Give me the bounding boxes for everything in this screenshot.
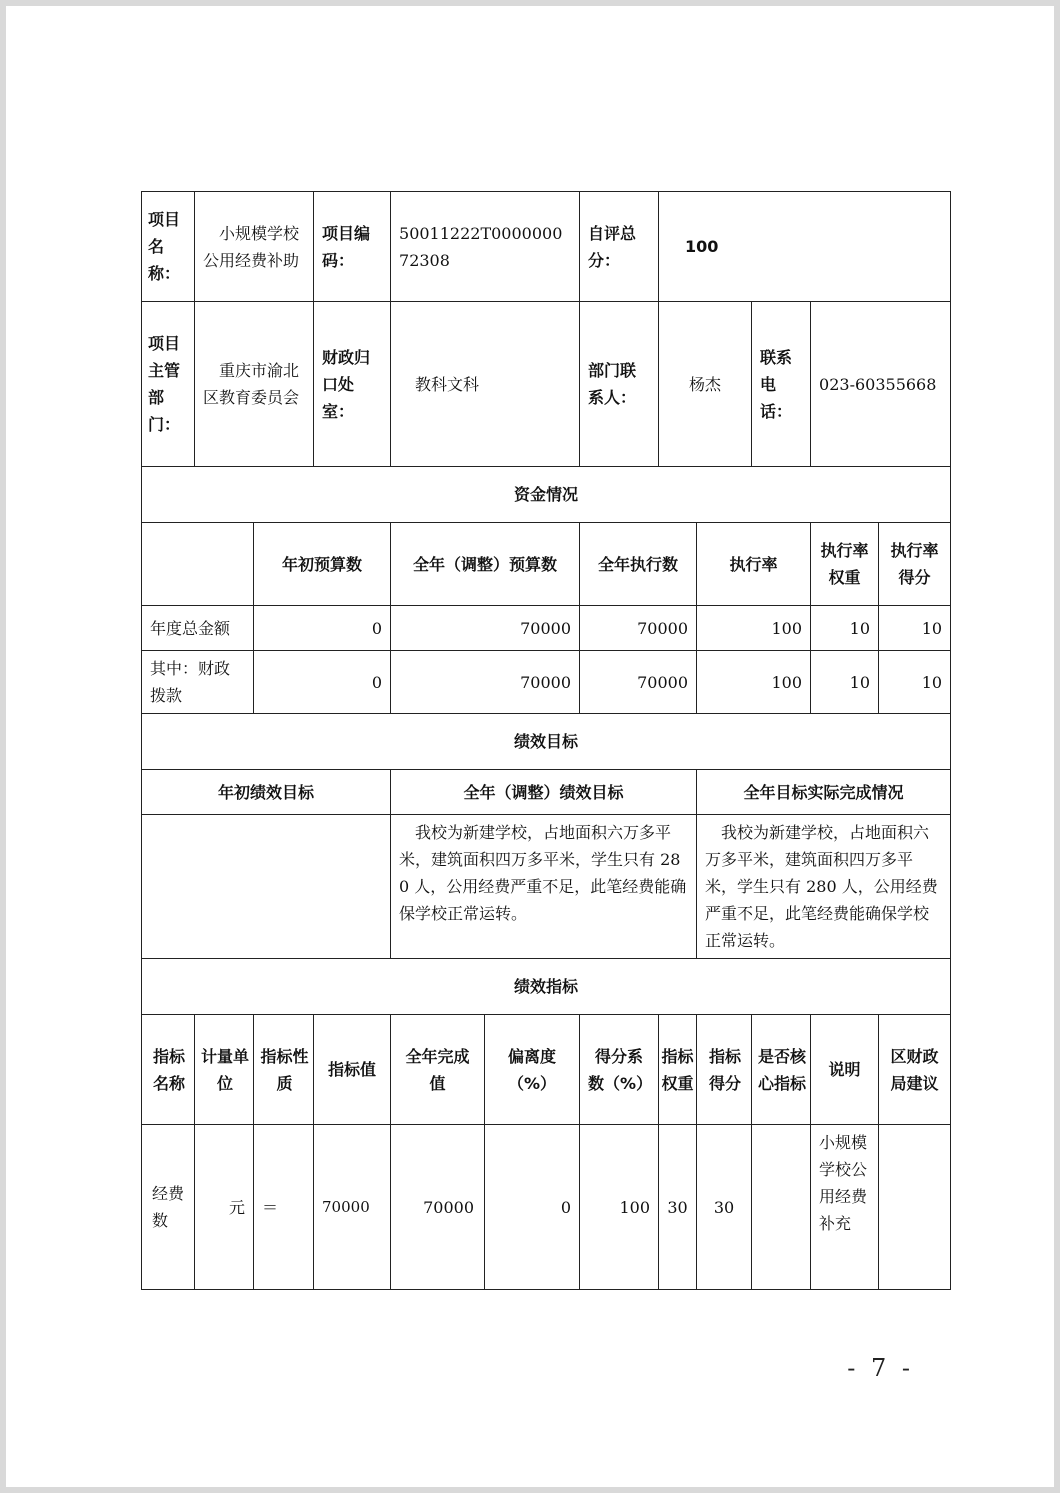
ind-actual: 70000 (391, 1125, 485, 1290)
ind-deviation: 0 (485, 1125, 580, 1290)
ind-col-coefficient: 得分系数（%） (580, 1015, 659, 1125)
funds-row-label: 其中：财政拨款 (142, 651, 254, 714)
ind-core (752, 1125, 811, 1290)
funds-cell: 70000 (391, 606, 580, 651)
ind-col-actual: 全年完成值 (391, 1015, 485, 1125)
project-code-value: 50011222T000000072308 (391, 192, 580, 302)
funds-cell: 10 (879, 651, 951, 714)
funds-col-executed: 全年执行数 (580, 523, 697, 606)
ind-col-deviation: 偏离度（%） (485, 1015, 580, 1125)
indicators-section-row (142, 959, 951, 1015)
funds-header-blank (142, 523, 254, 606)
ind-unit: 元 (195, 1125, 254, 1290)
funds-header-row (142, 523, 951, 606)
ind-nature: ＝ (254, 1125, 314, 1290)
goals-col-adjusted: 全年（调整）绩效目标 (391, 770, 697, 815)
self-score-value: 100 (659, 192, 951, 302)
phone-label: 联系电话： (752, 302, 811, 467)
funds-total-row (142, 606, 951, 651)
funds-cell: 0 (254, 606, 391, 651)
funds-cell: 70000 (580, 651, 697, 714)
goals-initial-text (142, 815, 391, 959)
ind-col-score: 指标得分 (697, 1015, 752, 1125)
ind-advice (879, 1125, 951, 1290)
ind-col-nature: 指标性质 (254, 1015, 314, 1125)
indicators-section-title: 绩效指标 (142, 959, 951, 1015)
ind-note: 小规模学校公用经费补充 (811, 1125, 879, 1290)
performance-self-evaluation-table (141, 191, 951, 1290)
department-label: 项目主管部门： (142, 302, 195, 467)
self-score-label: 自评总分： (580, 192, 659, 302)
funds-cell: 10 (879, 606, 951, 651)
ind-col-core: 是否核心指标 (752, 1015, 811, 1125)
goals-adjusted-text: 我校为新建学校，占地面积六万多平米，建筑面积四万多平米，学生只有 280 人，公用经费严重不足，此笔经费能确保学校正常运转。 (391, 815, 697, 959)
goals-content-row (142, 815, 951, 959)
goals-section-title: 绩效目标 (142, 714, 951, 770)
funds-fiscal-row (142, 651, 951, 714)
ind-col-unit: 计量单位 (195, 1015, 254, 1125)
goals-col-actual: 全年目标实际完成情况 (697, 770, 951, 815)
document-page (6, 6, 1054, 1487)
contact-person-value: 杨杰 (659, 302, 752, 467)
goals-header-row (142, 770, 951, 815)
project-code-label: 项目编码： (314, 192, 391, 302)
indicators-header-row (142, 1015, 951, 1125)
funds-cell: 0 (254, 651, 391, 714)
ind-target: 70000 (314, 1125, 391, 1290)
funds-col-rate-score: 执行率得分 (879, 523, 951, 606)
funds-section-row (142, 467, 951, 523)
goals-col-initial: 年初绩效目标 (142, 770, 391, 815)
finance-office-value: 教科文科 (391, 302, 580, 467)
department-info-row (142, 302, 951, 467)
funds-cell: 10 (811, 606, 879, 651)
ind-score: 30 (697, 1125, 752, 1290)
funds-col-execution-rate: 执行率 (697, 523, 811, 606)
finance-office-label: 财政归口处室： (314, 302, 391, 467)
page-number: - 7 - (847, 1354, 914, 1382)
funds-cell: 100 (697, 606, 811, 651)
goals-section-row (142, 714, 951, 770)
ind-col-weight: 指标权重 (659, 1015, 697, 1125)
goals-actual-text: 我校为新建学校，占地面积六万多平米，建筑面积四万多平米，学生只有 280 人，公用经费严重不足，此笔经费能确保学校正常运转。 (697, 815, 951, 959)
ind-col-note: 说明 (811, 1015, 879, 1125)
funds-cell: 70000 (580, 606, 697, 651)
ind-weight: 30 (659, 1125, 697, 1290)
funds-col-rate-weight: 执行率权重 (811, 523, 879, 606)
ind-col-target: 指标值 (314, 1015, 391, 1125)
indicator-row (142, 1125, 951, 1290)
ind-coefficient: 100 (580, 1125, 659, 1290)
ind-col-name: 指标名称 (142, 1015, 195, 1125)
funds-col-adjusted-budget: 全年（调整）预算数 (391, 523, 580, 606)
funds-col-initial-budget: 年初预算数 (254, 523, 391, 606)
funds-cell: 10 (811, 651, 879, 714)
project-info-row (142, 192, 951, 302)
project-name-label: 项目名称： (142, 192, 195, 302)
funds-section-title: 资金情况 (142, 467, 951, 523)
department-value: 重庆市渝北区教育委员会 (195, 302, 314, 467)
ind-col-advice: 区财政局建议 (879, 1015, 951, 1125)
funds-cell: 70000 (391, 651, 580, 714)
contact-person-label: 部门联系人： (580, 302, 659, 467)
funds-row-label: 年度总金额 (142, 606, 254, 651)
ind-name: 经费数 (142, 1125, 195, 1290)
project-name-value: 小规模学校公用经费补助 (195, 192, 314, 302)
funds-cell: 100 (697, 651, 811, 714)
phone-value: 023-60355668 (811, 302, 951, 467)
